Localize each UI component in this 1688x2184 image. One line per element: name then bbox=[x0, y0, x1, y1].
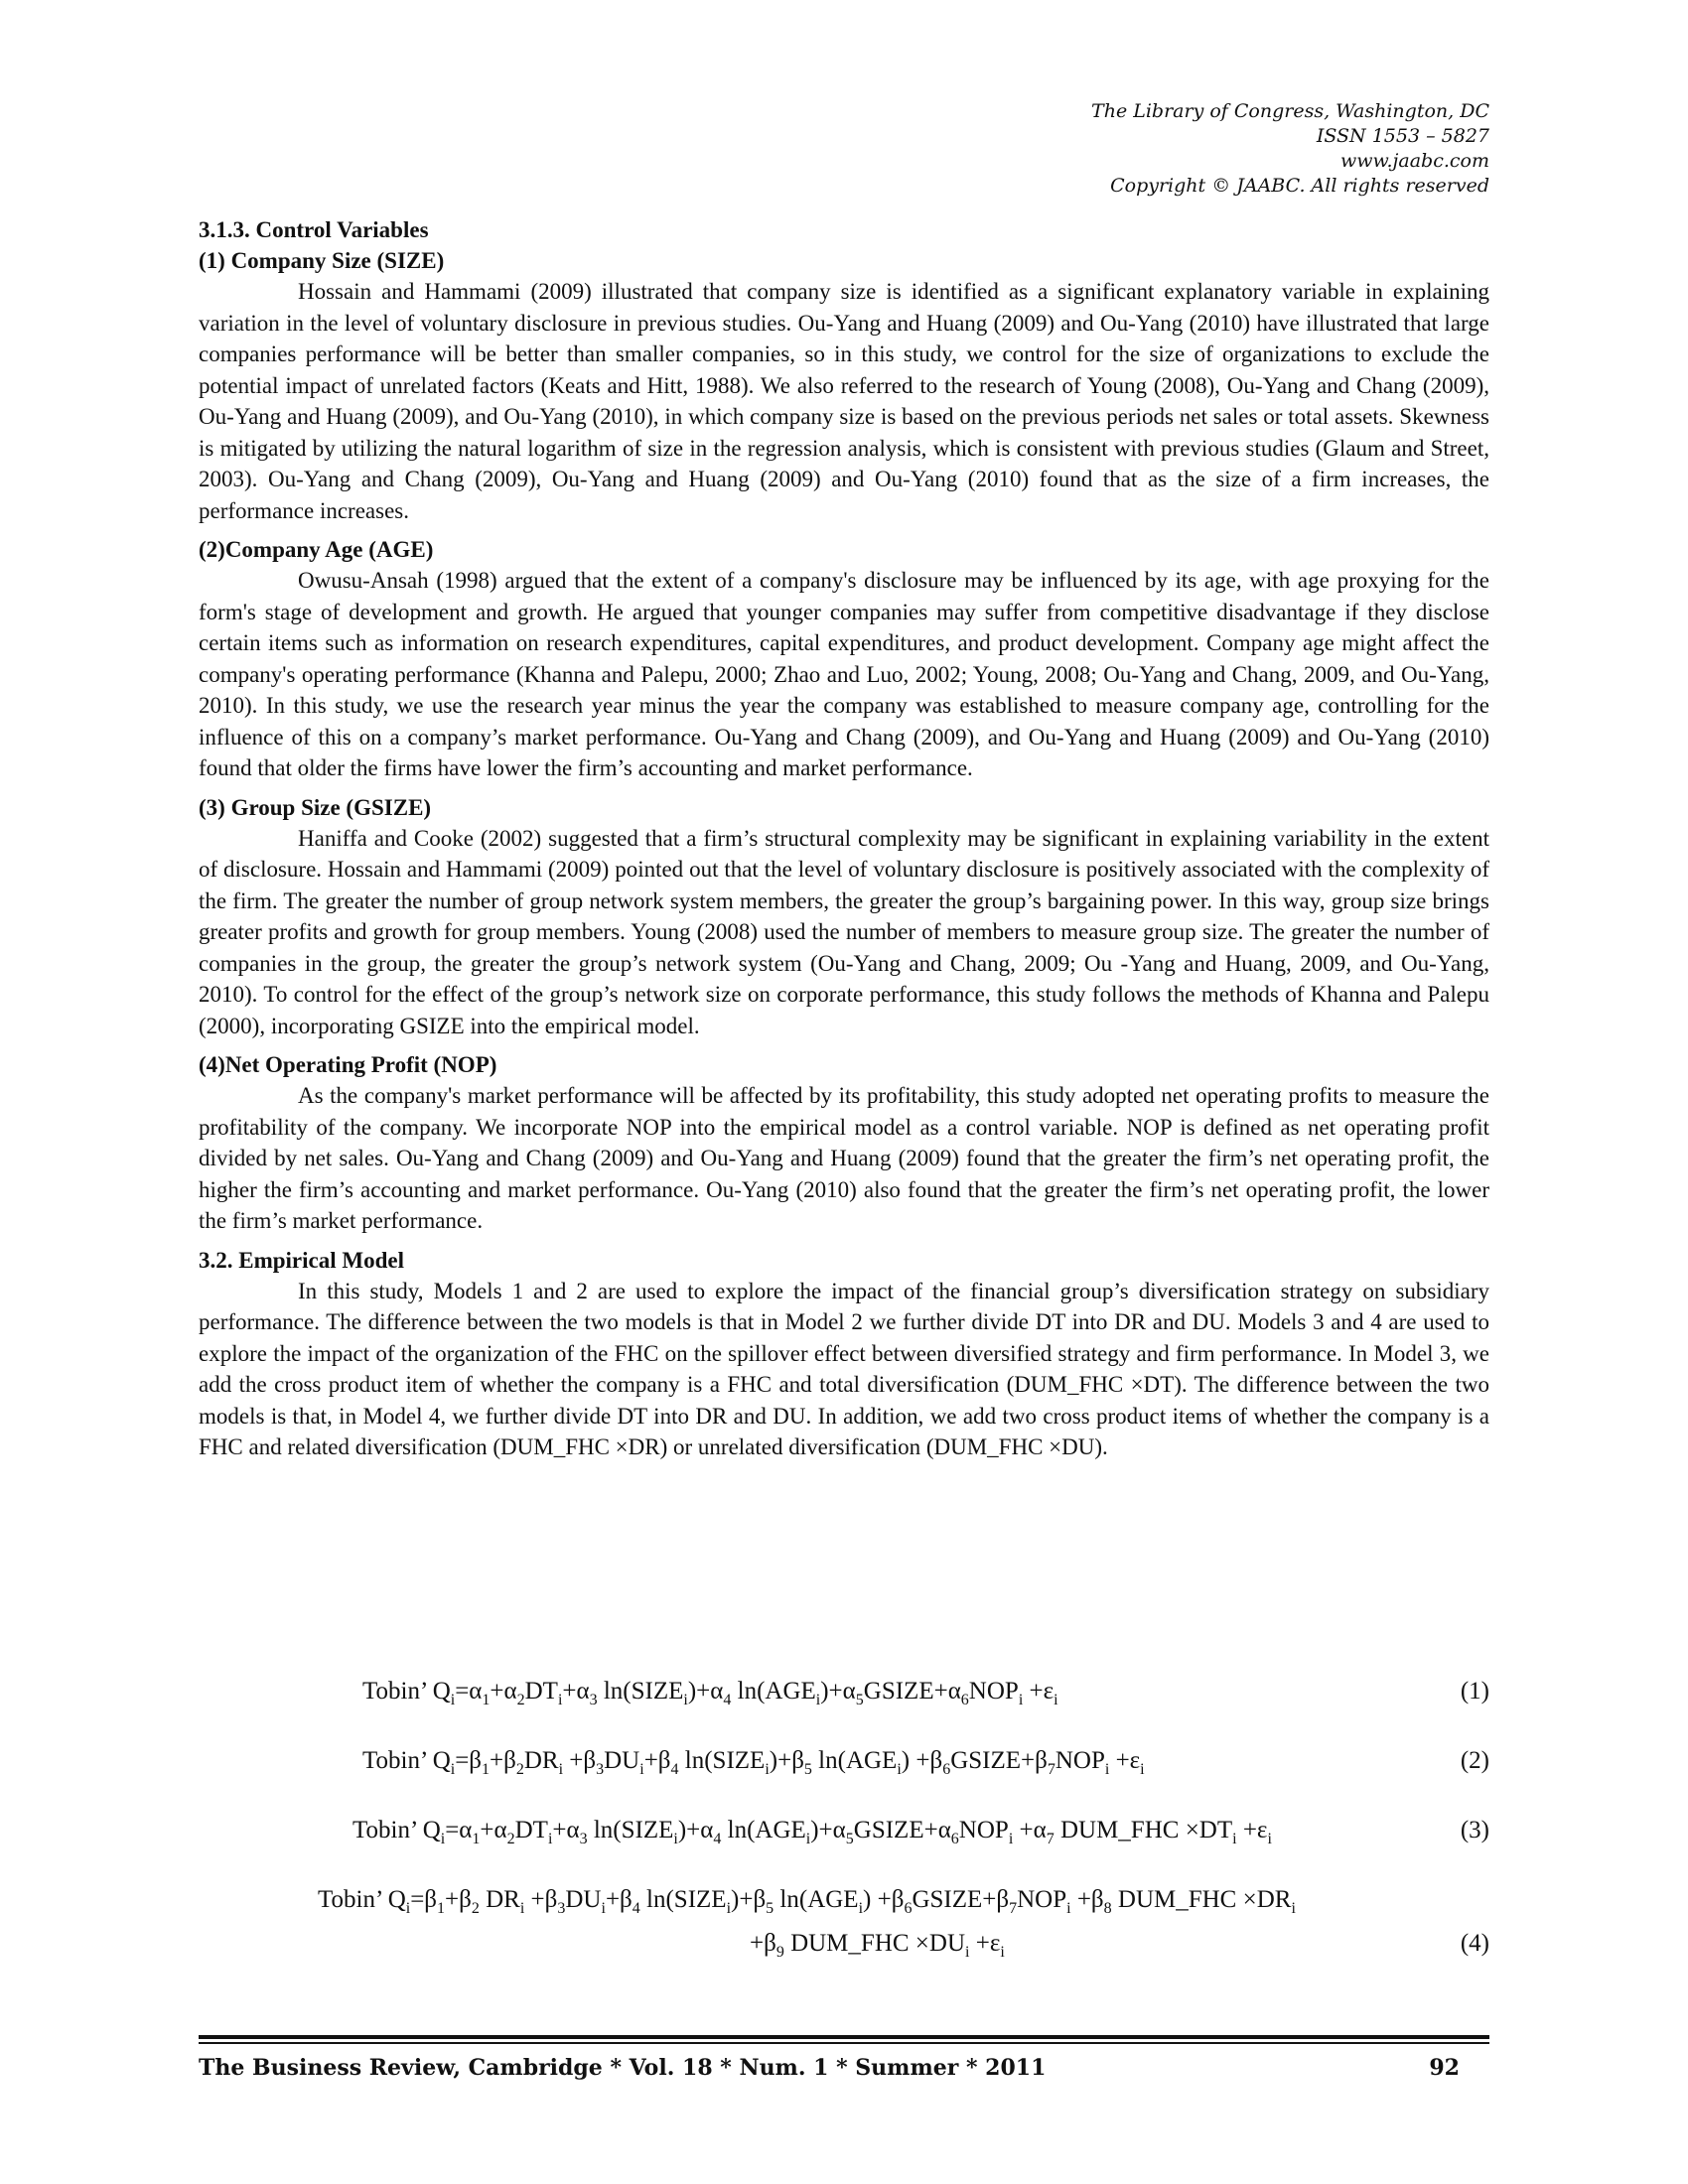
section-empirical-model bbox=[199, 1245, 1489, 1463]
group-size-paragraph: Haniffa and Cooke (2002) suggested that a firm’s structural complexity may be significant in explaining variability in the extent of disclosure. Hossain and Hammami (2009) pointed out that the level of voluntary disclosure is positively associated with the complexity of the firm. The greater the number of group network system members, the greater the group’s bargaining power. In this way, group size brings greater profits and growth for group members. Young (2008) used the number of members to measure group size. The greater the number of companies in the group, the greater the group’s network system (Ou-Yang and Chang, 2009; Ou -Yang and Huang, 2009, and Ou-Yang, 2010). To control for the effect of the group’s network size on corporate performance, this study follows the methods of Khanna and Palepu (2000), incorporating GSIZE into the empirical model. bbox=[199, 825, 1489, 1038]
company-size-paragraph: Hossain and Hammami (2009) illustrated that company size is identified as a significant explanatory variable in explaining variation in the level of voluntary disclosure in previous studies. Ou-Yang and Huang (2009) and Ou-Yang (2010) have illustrated that large companies performance will be better than smaller companies, so in this study, we control for the size of organizations to exclude the potential impact of unrelated factors (Keats and Hitt, 1988). We also referred to the research of Young (2008), Ou-Yang and Chang (2009), Ou-Yang and Huang (2009), and Ou-Yang (2010), in which company size is based on the previous periods net sales or total assets. Skewness is mitigated by utilizing the natural logarithm of size in the regression analysis, which is consistent with previous studies (Glaum and Street, 2003). Ou-Yang and Chang (2009), Ou-Yang and Huang (2009) and Ou-Yang (2010) found that as the size of a firm increases, the performance increases. bbox=[199, 279, 1489, 523]
equation-3-formula: Tobin’ $Q_i=\alpha_1+\alpha_2DT_i+\alpha_3$ $\ln(SIZE_i)+\alpha_4$ $\ln(AGE_i)+\alpha_5GSIZE+\alpha_6NOP_i +\alpha_7$ DUM_FHC $\times DT_i +\varepsilon_i$ bbox=[352, 1817, 1272, 1847]
header-line-2: ISSN 1553 – 5827 bbox=[1316, 125, 1489, 147]
header-line-3: www.jaabc.com bbox=[1339, 150, 1489, 172]
equation-2 bbox=[199, 1747, 1489, 1817]
company-age-paragraph: Owusu-Ansah (1998) argued that the extent of a company's disclosure may be influenced by its age, with age proxying for the form's stage of development and growth. He argued that younger companies may suffer from competitive disadvantage if they disclose certain items such as information on research expenditures, capital expenditures, and product development. Company age might affect the company's operating performance (Khanna and Palepu, 2000; Zhao and Luo, 2002; Young, 2008; Ou-Yang and Chang, 2009, and Ou-Yang, 2010). In this study, we use the research year minus the year the company was established to measure company age, controlling for the influence of this on a company’s market performance. Ou-Yang and Chang (2009), and Ou-Yang and Huang (2009) and Ou-Yang (2010) found that older the firms have lower the firm’s accounting and market performance. bbox=[199, 568, 1489, 780]
empirical-model-heading: 3.2. Empirical Model bbox=[199, 1247, 404, 1273]
section-net-operating-profit bbox=[199, 1049, 1489, 1237]
company-age-heading: (2)Company Age (AGE) bbox=[199, 537, 434, 562]
empirical-model-paragraph: In this study, Models 1 and 2 are used to explore the impact of the financial group’s diversification strategy on subsidiary performance. The difference between the two models is that in Model 2 we further divide DT into DR and DU. Models 3 and 4 are used to explore the impact of the organization of the FHC on the spillover effect between diversified strategy and firm performance. In Model 3, we add the cross product item of whether the company is a FHC and total diversification (DUM_FHC ×DT). The difference between the two models is that, in Model 4, we further divide DT into DR and DU. In addition, we add two cross product items of whether the company is a FHC and related diversification (DUM_FHC ×DR) or unrelated diversification (DUM_FHC ×DU). bbox=[199, 1278, 1489, 1459]
control-variables-heading: 3.1.3. Control Variables bbox=[199, 217, 429, 242]
footer-journal: The Business Review, Cambridge * Vol. 18 * Num. 1 * Summer * 2011 bbox=[199, 2055, 1047, 2081]
equations bbox=[199, 1678, 1489, 1985]
nop-heading: (4)Net Operating Profit (NOP) bbox=[199, 1052, 497, 1077]
group-size-heading: (3) Group Size (GSIZE) bbox=[199, 794, 432, 820]
equation-4 bbox=[199, 1886, 1489, 1985]
section-company-size bbox=[199, 245, 1489, 526]
section-company-age bbox=[199, 534, 1489, 784]
footer-rule-thin bbox=[199, 2042, 1489, 2044]
journal-header bbox=[1091, 99, 1489, 199]
header-line-4: Copyright © JAABC. All rights reserved bbox=[1110, 175, 1489, 197]
page-footer bbox=[199, 2055, 1489, 2081]
equation-4-formula-line-1: Tobin’ $Q_i=\beta_1+\beta_2$ $DR_i +\beta_3DU_i+\beta_4$ $\ln(SIZE_i)+\beta_5$ $\ln(AGE_i)$ $+\beta_6GSIZE+\beta_7NOP_i +\beta_8$ DUM_FHC $\times DR_i$ bbox=[318, 1886, 1296, 1917]
equation-1 bbox=[199, 1678, 1489, 1747]
equation-1-formula: Tobin’ $Q_i=\alpha_1+\alpha_2DT_i+\alpha_3$ $\ln(SIZE_i)+\alpha_4$ $\ln(AGE_i)+\alpha_5GSIZE+\alpha_6NOP_i +\varepsilon_i$ bbox=[362, 1678, 1058, 1708]
equation-3 bbox=[199, 1817, 1489, 1886]
company-size-heading: (1) Company Size (SIZE) bbox=[199, 248, 445, 273]
page-number: 92 bbox=[1429, 2055, 1460, 2081]
equation-4-formula-line-2: $+\beta_9$ DUM_FHC $\times DU_i +\varepsilon_i$ bbox=[750, 1930, 1005, 1961]
equation-4-number: (4) bbox=[1460, 1930, 1489, 1957]
section-group-size bbox=[199, 792, 1489, 1042]
nop-paragraph: As the company's market performance will be affected by its profitability, this study adopted net operating profits to measure the profitability of the company. We incorporate NOP into the empirical model as a control variable. NOP is defined as net operating profit divided by net sales. Ou-Yang and Chang (2009) and Ou-Yang and Huang (2009) found that the greater the firm’s net operating profit, the higher the firm’s accounting and market performance. Ou-Yang (2010) also found that the greater the firm’s net operating profit, the lower the firm’s market performance. bbox=[199, 1083, 1489, 1233]
header-line-1: The Library of Congress, Washington, DC bbox=[1091, 100, 1489, 122]
equation-2-number: (2) bbox=[1460, 1747, 1489, 1774]
equation-3-number: (3) bbox=[1460, 1817, 1489, 1843]
equation-1-number: (1) bbox=[1460, 1678, 1489, 1705]
equation-2-formula: Tobin’ $Q_i=\beta_1+\beta_2DR_i +\beta_3DU_i+\beta_4$ $\ln(SIZE_i)+\beta_5$ $\ln(AGE_i)$ $+\beta_6GSIZE+\beta_7NOP_i +\varepsilon_i$ bbox=[362, 1747, 1145, 1778]
footer-rule-thick bbox=[199, 2035, 1489, 2039]
main-content bbox=[199, 214, 1489, 1463]
